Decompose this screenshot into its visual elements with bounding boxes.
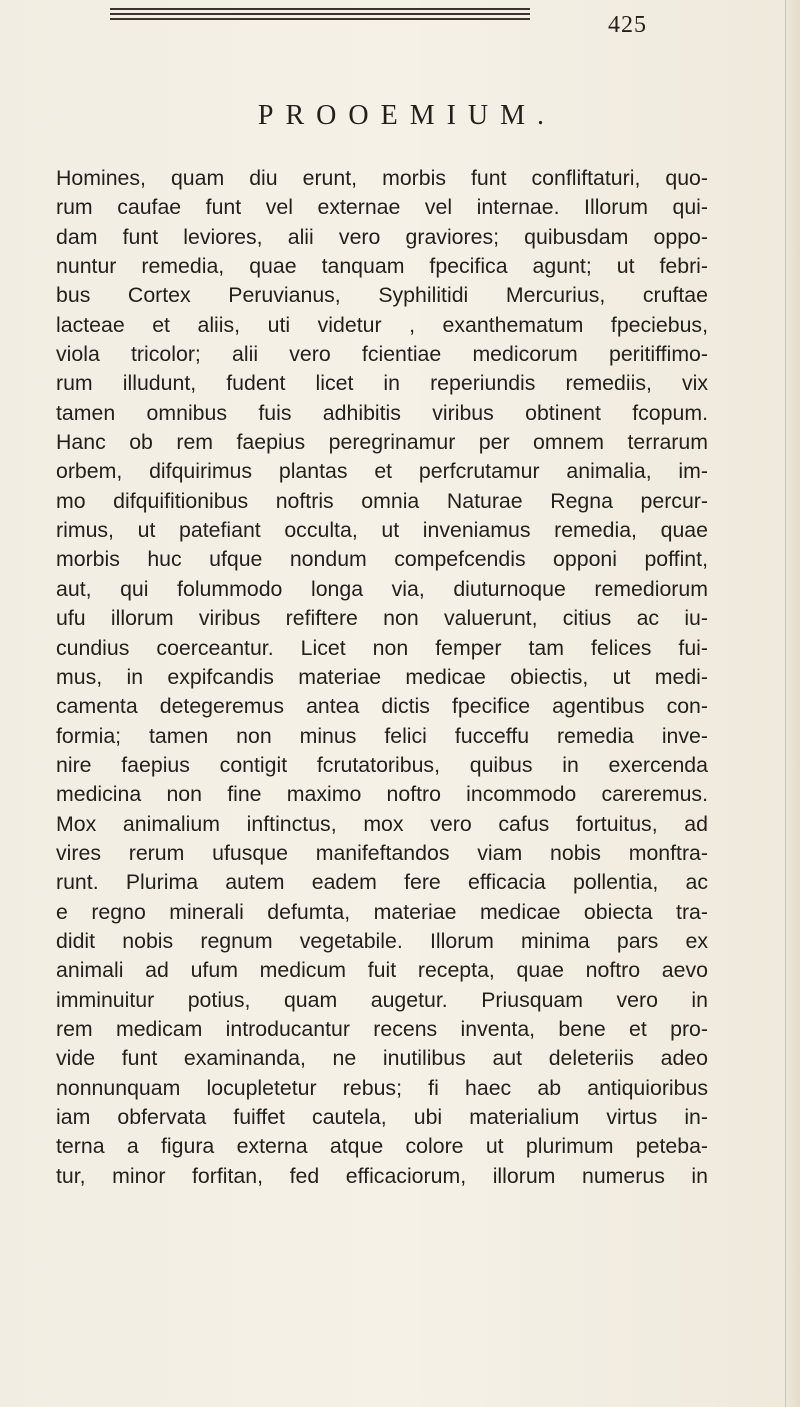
text-line: didit nobis regnum vegetabile. Illorum minima pars ex bbox=[56, 928, 708, 953]
text-line: animali ad ufum medicum fuit recepta, quae noftro aevo bbox=[56, 958, 708, 983]
text-line: ufu illorum viribus refiftere non valuerunt, citius ac iu- bbox=[56, 606, 708, 631]
text-line: orbem, difquirimus plantas et perfcrutamur animalia, im- bbox=[56, 459, 708, 484]
text-line: nire faepius contigit fcrutatoribus, quibus in exercenda bbox=[56, 752, 708, 777]
text-line: tamen omnibus fuis adhibitis viribus obtinent fcopum. bbox=[56, 400, 708, 425]
text-line: mo difquifitionibus noftris omnia Naturae Regna percur- bbox=[56, 488, 708, 513]
text-line: e regno minerali defumta, materiae medicae obiecta tra- bbox=[56, 899, 708, 924]
page-heading: PROOEMIUM. bbox=[257, 100, 557, 131]
text-line: camenta detegeremus antea dictis fpecifice agentibus con- bbox=[56, 694, 708, 719]
text-line: mus, in expifcandis materiae medicae obiectis, ut medi- bbox=[56, 664, 708, 689]
text-line: runt. Plurima autem eadem fere efficacia pollentia, ac bbox=[56, 870, 708, 895]
text-line: lacteae et aliis, uti videtur , exanthematum fpeciebus, bbox=[56, 312, 708, 337]
text-line: morbis huc ufque nondum compefcendis opponi poffint, bbox=[56, 547, 708, 572]
body-text bbox=[56, 164, 708, 1191]
text-line: dam funt leviores, alii vero graviores; quibusdam oppo- bbox=[56, 224, 708, 249]
text-line: rum illudunt, fudent licet in reperiundis remediis, vix bbox=[56, 371, 708, 396]
page-edge bbox=[785, 0, 800, 1407]
text-line: nonnunquam locupletetur rebus; fi haec ab antiquioribus bbox=[56, 1075, 708, 1100]
text-line: tur, minor forfitan, fed efficaciorum, illorum numerus in bbox=[56, 1163, 708, 1188]
decorative-header-rule bbox=[110, 8, 530, 22]
text-line: rimus, ut patefiant occulta, ut inveniamus remedia, quae bbox=[56, 518, 708, 543]
text-line: medicina non fine maximo noftro incommodo careremus. bbox=[56, 782, 708, 807]
text-line: imminuitur potius, quam augetur. Priusquam vero in bbox=[56, 987, 708, 1012]
text-line: vide funt examinanda, ne inutilibus aut deleteriis adeo bbox=[56, 1046, 708, 1071]
text-line: bus Cortex Peruvianus, Syphilitidi Mercurius, cruftae bbox=[56, 283, 708, 308]
text-line: formia; tamen non minus felici fucceffu remedia inve- bbox=[56, 723, 708, 748]
page-number: 425 bbox=[608, 12, 647, 38]
text-line: terna a figura externa atque colore ut plurimum peteba- bbox=[56, 1134, 708, 1159]
text-line: viola tricolor; alii vero fcientiae medicorum peritiffimo- bbox=[56, 342, 708, 367]
text-line: iam obfervata fuiffet cautela, ubi materialium virtus in- bbox=[56, 1105, 708, 1129]
text-line: rem medicam introducantur recens inventa, bene et pro- bbox=[56, 1016, 708, 1041]
text-line: Mox animalium inftinctus, mox vero cafus fortuitus, ad bbox=[56, 811, 708, 836]
text-line: rum caufae funt vel externae vel internae. Illorum qui- bbox=[56, 195, 708, 220]
text-line: Homines, quam diu erunt, morbis funt confliftaturi, quo- bbox=[56, 166, 708, 190]
text-line: Hanc ob rem faepius peregrinamur per omnem terrarum bbox=[56, 430, 708, 455]
text-line: cundius coerceantur. Licet non femper tam felices fui- bbox=[56, 635, 708, 660]
text-line: aut, qui folummodo longa via, diuturnoque remediorum bbox=[56, 576, 708, 601]
text-line: nuntur remedia, quae tanquam fpecifica agunt; ut febri- bbox=[56, 254, 708, 279]
text-line: vires rerum ufusque manifeftandos viam nobis monftra- bbox=[56, 840, 708, 865]
